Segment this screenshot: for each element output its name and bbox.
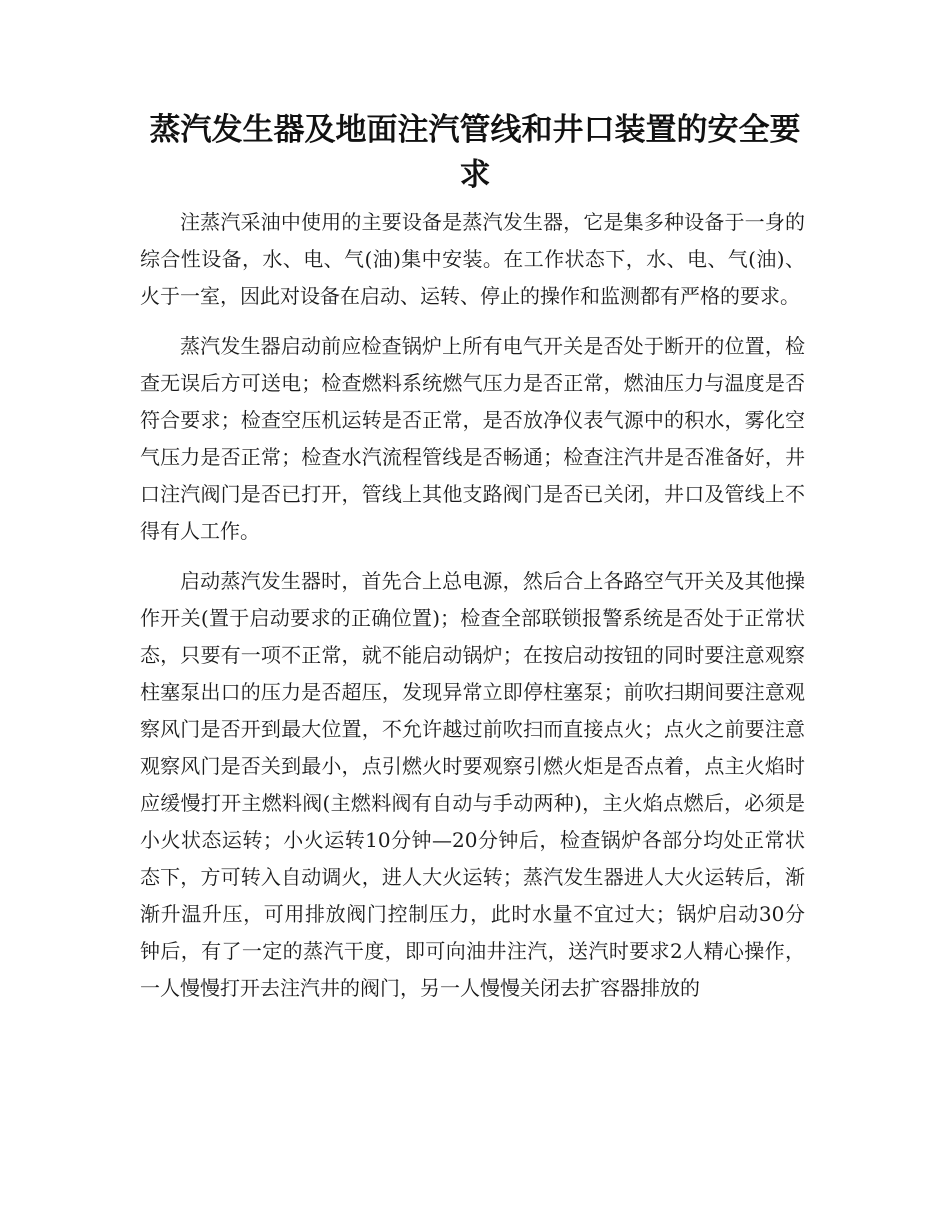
document-body — [140, 204, 805, 1020]
document-title: 蒸汽发生器及地面注汽管线和井口装置的安全要求 — [149, 112, 801, 193]
paragraph-pre-start-checks: 蒸汽发生器启动前应检查锅炉上所有电气开关是否处于断开的位置，检查无误后方可送电；检查燃料系统燃气压力是否正常，燃油压力与温度是否符合要求；检查空压机运转是否正常，是否放净仪表气源中的积水，雾化空气压力是否正常；检查水汽流程管线是否畅通；检查注汽井是否准备好，井口注汽阀门是否已打开，管线上其他支路阀门是否已关闭，井口及管线上不得有人工作。 — [140, 334, 805, 543]
paragraph-intro: 注蒸汽采油中使用的主要设备是蒸汽发生器，它是集多种设备于一身的综合性设备，水、电、气(油)集中安装。在工作状态下，水、电、气(油)、火于一室，因此对设备在启动、运转、停止的操作和监测都有严格的要求。 — [140, 210, 805, 308]
paragraph-startup-procedure: 启动蒸汽发生器时，首先合上总电源，然后合上各路空气开关及其他操作开关(置于启动要求的正确位置)；检查全部联锁报警系统是否处于正常状态，只要有一项不正常，就不能启动锅炉；在按启动按钮的同时要注意观察柱塞泵出口的压力是否超压，发现异常立即停柱塞泵；前吹扫期间要注意观察风门是否开到最大位置，不允许越过前吹扫而直接点火；点火之前要注意观察风门是否关到最小，点引燃火时要观察引燃火炬是否点着，点主火焰时应缓慢打开主燃料阀(主燃料阀有自动与手动两种)，主火焰点燃后，必须是小火状态运转；小火运转10分钟—20分钟后，检查锅炉各部分均处正常状态下，方可转入自动调火，进人大火运转；蒸汽发生器进人大火运转后，渐渐升温升压，可用排放阀门控制压力，此时水量不宜过大；锅炉启动30分钟后，有了一定的蒸汽干度，即可向油井注汽，送汽时要求2人精心操作，一人慢慢打开去注汽井的阀门，另一人慢慢关闭去扩容器排放的 — [140, 569, 805, 1000]
